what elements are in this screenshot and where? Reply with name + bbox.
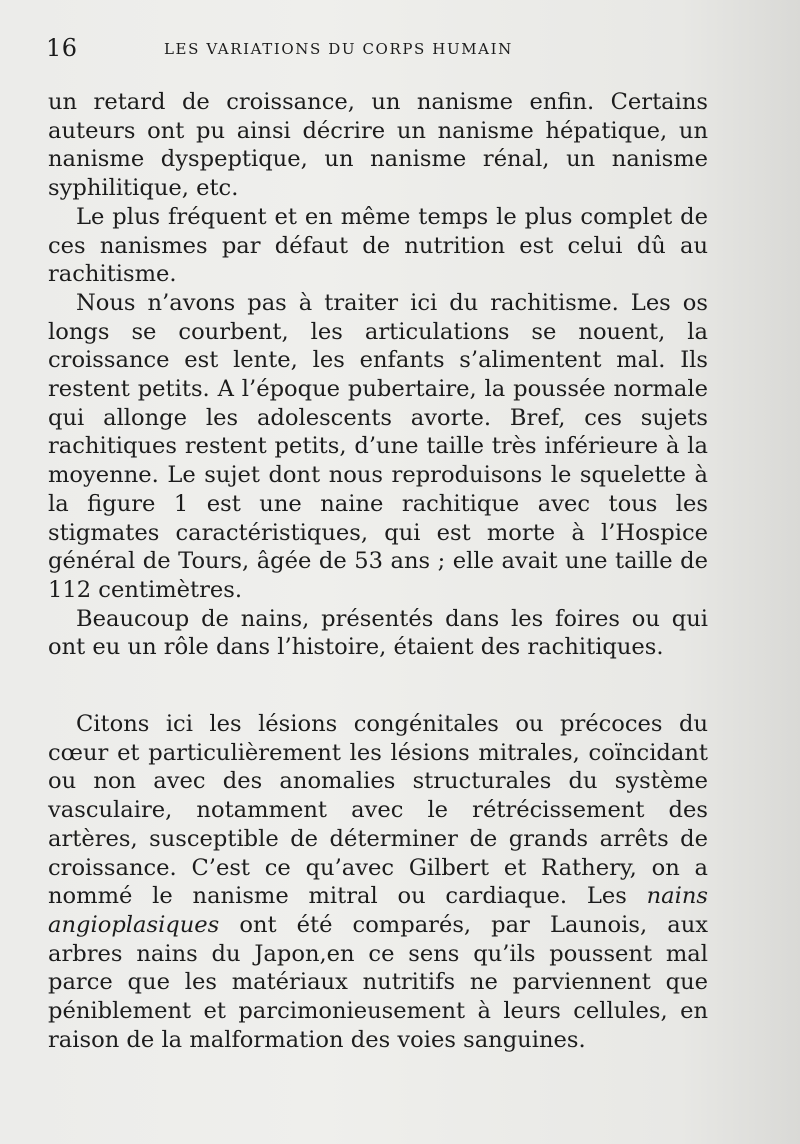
- paragraph-rachitisme-description: Nous n’avons pas à traiter ici du rachitisme. Les os longs se courbent, les articulations se nouent, la croissance est lente, les enfants s’alimentent mal. Ils restent petits. A l’époque pubertaire, la poussée normale qui allonge les adolescents avorte. Bref, ces sujets rachitiques restent petits, d’une taille très inférieure à la moyenne. Le sujet dont nous reproduisons le squelette à la figure 1 est une naine rachitique avec tous les stigmates caractéristiques, qui est morte à l’Hospice général de Tours, âgée de 53 ans ; elle avait une taille de 112 centimètres.: [48, 289, 708, 603]
- running-head: LES VARIATIONS DU CORPS HUMAIN: [164, 40, 513, 58]
- page-header: [46, 34, 706, 64]
- paragraph-continued: un retard de croissance, un nanisme enfin. Certains auteurs ont pu ainsi décrire un nanisme hépatique, un nanisme dyspeptique, un nanisme rénal, un nanisme syphilitique, etc.: [48, 89, 708, 202]
- body-text: [48, 88, 708, 1055]
- paragraph-rachitisme-intro: Le plus fréquent et en même temps le plus complet de ces nanismes par défaut de nutrition est celui dû au rachitisme.: [48, 203, 708, 288]
- page-number: 16: [46, 34, 78, 62]
- italic-term: nains angioplasiques: [48, 883, 708, 938]
- paragraph-nains-foires: Beaucoup de nains, présentés dans les foires ou qui ont eu un rôle dans l’histoire, étaient des rachitiques.: [48, 605, 708, 661]
- paragraph-text: Citons ici les lésions congénitales ou précoces du cœur et particulièrement les lésions mitrales, coïncidant ou non avec des anomalies structurales du système vasculaire, notamment avec le rétrécissement des artères, susceptible de déterminer de grands arrêts de croissance. C’est ce qu’avec Gilbert et Rathery, on a nommé le nanisme mitral ou cardiaque. Les: [48, 711, 708, 910]
- paragraph-text: ont été comparés, par Launois, aux arbres nains du Japon,en ce sens qu’ils poussent mal parce que les matériaux nutritifs ne parviennent que péniblement et parcimonieusement à leurs cellules, en raison de la malformation des voies sanguines.: [48, 911, 708, 1053]
- paragraph-lesions-cardiaques: [48, 710, 708, 1054]
